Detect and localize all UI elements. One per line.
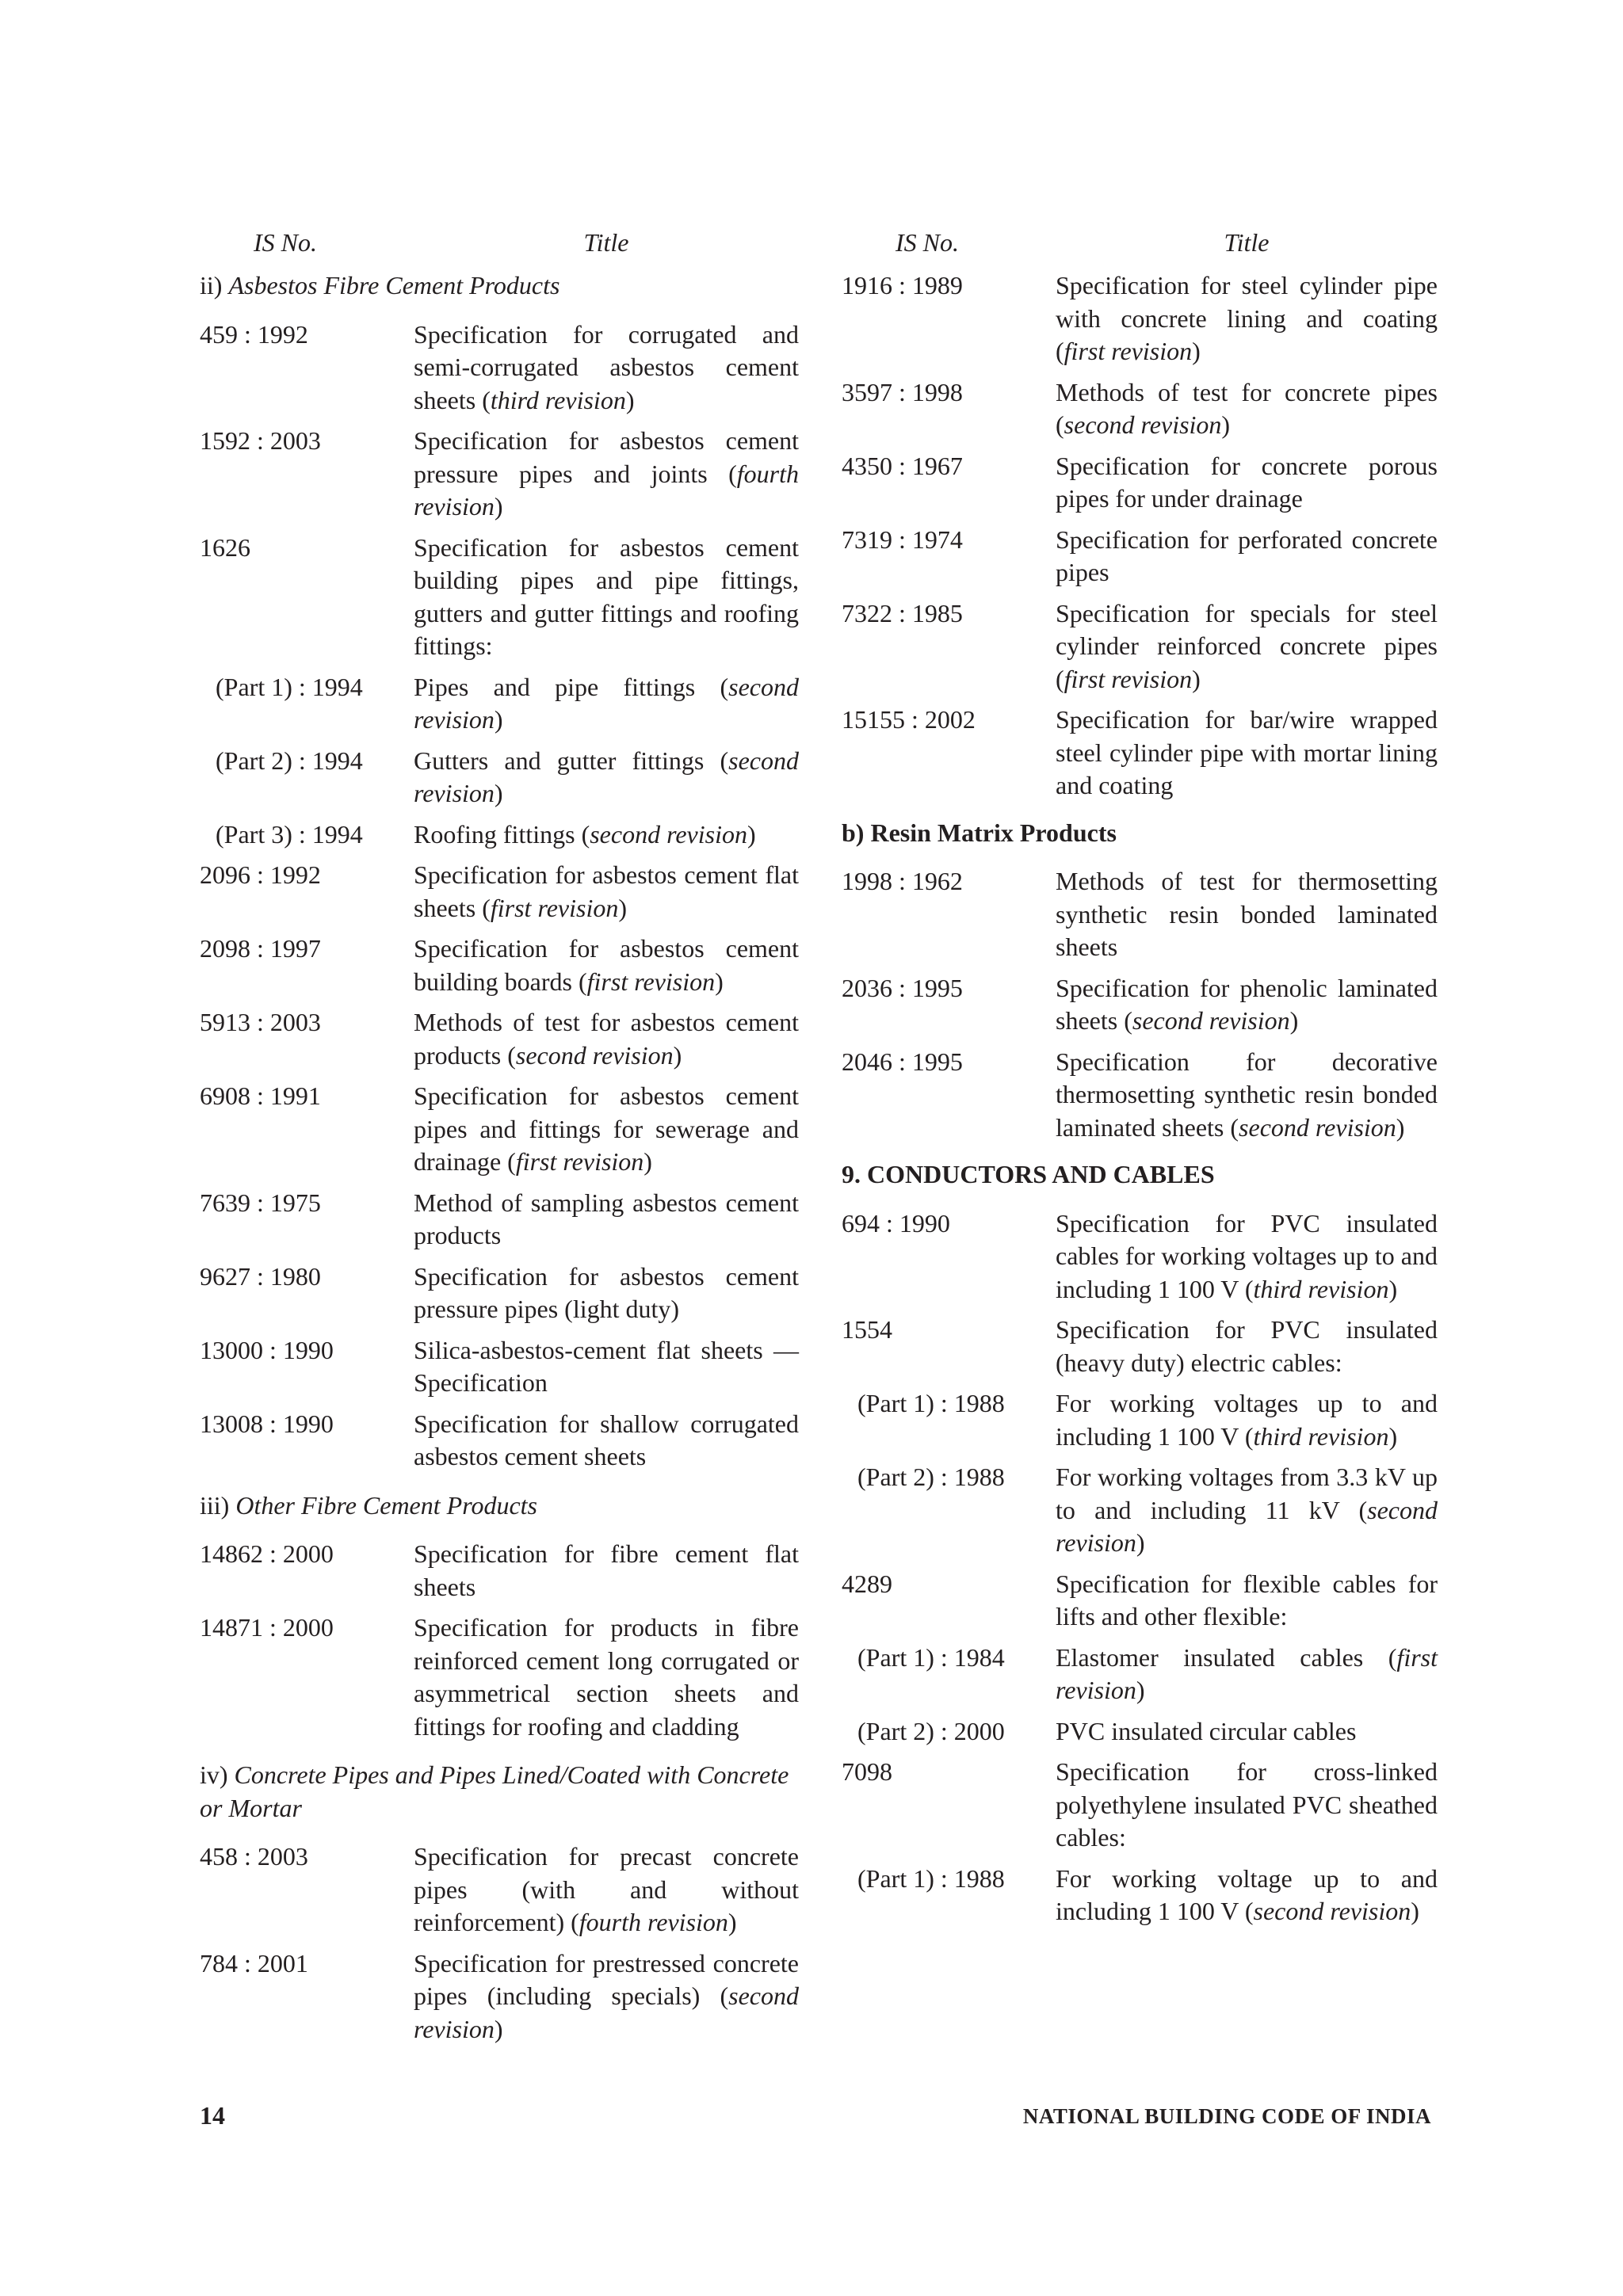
title-text: Specification for shallow corrugated asbestos cement sheets xyxy=(414,1409,799,1470)
standard-entry xyxy=(200,1408,799,1474)
title-text: Gutters and gutter fittings ( xyxy=(414,746,729,775)
title-close: ) xyxy=(1388,1274,1398,1303)
standard-entry xyxy=(842,1715,1438,1749)
header-title: Title xyxy=(583,228,629,257)
is-number: 6908 : 1991 xyxy=(200,1081,321,1110)
revision-note: first revision xyxy=(490,893,619,922)
is-number: 784 : 2001 xyxy=(200,1948,308,1978)
title-close: ) xyxy=(673,1040,682,1070)
is-number: 2036 : 1995 xyxy=(842,973,963,1002)
standard-entry xyxy=(842,865,1438,964)
is-number: 14871 : 2000 xyxy=(200,1613,334,1642)
entry-list xyxy=(842,269,1438,803)
standard-entry xyxy=(842,704,1438,803)
revision-note: third revision xyxy=(1253,1421,1389,1451)
standard-title xyxy=(1056,269,1438,368)
standard-entry xyxy=(842,1863,1438,1928)
standard-title xyxy=(414,1408,799,1474)
standard-title xyxy=(414,1840,799,1939)
title-text: Specification for perforated concrete pipes xyxy=(1056,524,1438,586)
title-close: ) xyxy=(1388,1421,1398,1451)
standard-entry xyxy=(842,597,1438,696)
standard-title xyxy=(414,425,799,524)
title-close: ) xyxy=(1396,1112,1405,1142)
standard-title xyxy=(414,671,799,737)
is-number: 7639 : 1975 xyxy=(200,1188,321,1217)
header-is-no: IS No. xyxy=(896,228,959,257)
is-number: (Part 1) : 1984 xyxy=(857,1642,1005,1672)
revision-note: second revision xyxy=(414,746,799,807)
standard-entry xyxy=(200,425,799,524)
standard-entry xyxy=(200,1080,799,1179)
revision-note: second revision xyxy=(414,1981,799,2043)
is-number: 1592 : 2003 xyxy=(200,426,321,455)
standard-entry xyxy=(200,1538,799,1604)
revision-note: third revision xyxy=(490,385,626,414)
title-text: Methods of test for thermosetting synthetic resin bonded laminated sheets xyxy=(1056,867,1438,961)
standard-entry xyxy=(842,1461,1438,1560)
revision-note: third revision xyxy=(1253,1274,1389,1303)
title-text: Specification for asbestos cement pressure pipes and joints ( xyxy=(414,426,799,488)
standard-title xyxy=(414,532,799,663)
standard-entry xyxy=(842,1046,1438,1145)
standard-entry xyxy=(200,745,799,810)
revision-note: second revision xyxy=(590,819,747,849)
standard-entry xyxy=(842,1207,1438,1306)
is-number: (Part 2) : 2000 xyxy=(857,1716,1005,1745)
standard-entry xyxy=(200,818,799,852)
standard-title xyxy=(1056,1046,1438,1145)
is-number: 14862 : 2000 xyxy=(200,1539,334,1568)
is-number: (Part 1) : 1994 xyxy=(216,672,363,701)
standard-entry xyxy=(842,1756,1438,1855)
title-text: Specification for bar/wire wrapped steel cylinder pipe with mortar lining and coating xyxy=(1056,705,1438,799)
revision-note: second revision xyxy=(414,672,799,734)
title-text: For working voltages from 3.3 kV up to and including 11 kV ( xyxy=(1056,1463,1438,1524)
standard-title xyxy=(1056,1756,1438,1855)
column-header xyxy=(842,228,1438,263)
standard-entry xyxy=(200,1840,799,1939)
standard-title xyxy=(1056,704,1438,803)
is-number: (Part 2) : 1988 xyxy=(857,1463,1005,1491)
is-number: (Part 1) : 1988 xyxy=(857,1863,1005,1893)
standard-title xyxy=(414,1080,799,1179)
standard-entry xyxy=(200,1334,799,1400)
is-number: 2096 : 1992 xyxy=(200,860,321,889)
standard-entry xyxy=(200,933,799,998)
is-number: 1626 xyxy=(200,532,250,562)
section-heading xyxy=(200,269,799,303)
title-text: Specification for precast concrete pipes (with and without reinforcement) ( xyxy=(414,1842,799,1936)
title-text: Method of sampling asbestos cement products xyxy=(414,1188,799,1249)
title-text: Specification for flexible cables for lifts and other flexible: xyxy=(1056,1569,1438,1630)
standard-entry xyxy=(200,1947,799,2046)
section-text: Other Fibre Cement Products xyxy=(235,1490,537,1520)
revision-note: first revision xyxy=(1064,337,1193,365)
title-text: Specification for phenolic laminated sheets ( xyxy=(1056,973,1438,1035)
title-text: Specification for PVC insulated cables for working voltages up to and including 1 100 V ( xyxy=(1056,1208,1438,1303)
standard-title xyxy=(414,859,799,925)
title-text: PVC insulated circular cables xyxy=(1056,1716,1357,1745)
standard-entry xyxy=(842,269,1438,368)
standard-title xyxy=(1056,597,1438,696)
revision-note: second revision xyxy=(1064,410,1222,439)
revision-note: fourth revision xyxy=(579,1908,728,1936)
standard-entry xyxy=(200,318,799,418)
standard-entry xyxy=(200,1187,799,1253)
is-number: 459 : 1992 xyxy=(200,319,308,349)
revision-note: first revision xyxy=(1056,1642,1438,1704)
standard-title xyxy=(414,1006,799,1072)
standard-title xyxy=(1056,1568,1438,1634)
revision-note: first revision xyxy=(586,967,716,996)
title-text: Specification for steel cylinder pipe with concrete lining and coating ( xyxy=(1056,271,1438,365)
subsection-heading: b) Resin Matrix Products xyxy=(842,818,1117,847)
title-text: Elastomer insulated cables ( xyxy=(1056,1642,1397,1672)
standard-title xyxy=(1056,1387,1438,1453)
standard-entry xyxy=(200,1261,799,1326)
title-close: ) xyxy=(494,2014,503,2043)
standard-entry xyxy=(200,859,799,925)
header-is-no: IS No. xyxy=(254,228,317,257)
title-text: For working voltage up to and including 1 100 V ( xyxy=(1056,1863,1438,1925)
title-text: Specification for specials for steel cylinder reinforced concrete pipes ( xyxy=(1056,598,1438,693)
is-number: 4289 xyxy=(842,1569,892,1598)
standard-entry xyxy=(842,972,1438,1038)
title-text: Specification for prestressed concrete pipes (including specials) ( xyxy=(414,1948,799,2010)
title-text: Specification for PVC insulated (heavy duty) electric cables: xyxy=(1056,1315,1438,1377)
entry-list xyxy=(200,1840,799,2046)
standard-entry xyxy=(842,450,1438,516)
title-close: ) xyxy=(1411,1897,1419,1925)
standard-entry xyxy=(842,1642,1438,1707)
entry-list xyxy=(842,1207,1438,1928)
title-close: ) xyxy=(1192,337,1201,365)
is-number: 7319 : 1974 xyxy=(842,524,963,554)
standard-title xyxy=(1056,1715,1438,1749)
standard-title xyxy=(1056,376,1438,442)
is-number: 1554 xyxy=(842,1315,892,1344)
standard-title xyxy=(1056,1207,1438,1306)
revision-note: second revision xyxy=(1239,1112,1396,1142)
is-number: 4350 : 1967 xyxy=(842,451,963,480)
is-number: 7098 xyxy=(842,1757,892,1786)
column-header xyxy=(200,228,799,263)
section-heading xyxy=(200,1759,799,1825)
standard-title xyxy=(414,933,799,998)
title-close: ) xyxy=(625,385,635,414)
section-text: Asbestos Fibre Cement Products xyxy=(228,271,560,299)
section-label: iv) xyxy=(200,1760,228,1789)
title-text: Specification for corrugated and semi-corrugated asbestos cement sheets ( xyxy=(414,319,799,414)
is-number: 694 : 1990 xyxy=(842,1208,950,1238)
standard-title xyxy=(1056,1314,1438,1379)
standard-title xyxy=(414,818,799,852)
title-close: ) xyxy=(643,1147,652,1176)
standard-title xyxy=(1056,972,1438,1038)
title-close: ) xyxy=(494,705,503,734)
title-text: Silica-asbestos-cement flat sheets — Specification xyxy=(414,1335,799,1397)
title-text: Specification for concrete porous pipes for under drainage xyxy=(1056,451,1438,513)
is-number: (Part 2) : 1994 xyxy=(216,746,363,775)
title-text: Pipes and pipe fittings ( xyxy=(414,672,729,701)
page-number: 14 xyxy=(200,2101,225,2130)
is-number: 2046 : 1995 xyxy=(842,1047,963,1076)
title-close: ) xyxy=(618,893,627,922)
right-column xyxy=(842,228,1438,1936)
standard-title xyxy=(1056,1642,1438,1707)
section-heading: 9. CONDUCTORS AND CABLES xyxy=(842,1160,1215,1188)
title-text: Specification for asbestos cement building boards ( xyxy=(414,934,799,996)
header-title: Title xyxy=(1224,228,1270,257)
title-text: Specification for asbestos cement pipes and fittings for sewerage and drainage ( xyxy=(414,1081,799,1176)
title-text: Roofing fittings ( xyxy=(414,819,590,849)
title-close: ) xyxy=(727,1908,737,1936)
standard-title xyxy=(1056,524,1438,589)
book-title: NATIONAL BUILDING CODE OF INDIA xyxy=(1022,2104,1431,2128)
standard-title xyxy=(414,1538,799,1604)
title-close: ) xyxy=(715,967,724,996)
title-close: ) xyxy=(1136,1676,1145,1704)
left-column xyxy=(200,228,799,2054)
standard-entry xyxy=(200,532,799,663)
entry-list xyxy=(842,865,1438,1144)
title-close: ) xyxy=(1221,410,1231,439)
standard-title xyxy=(414,318,799,418)
is-number: 15155 : 2002 xyxy=(842,705,976,734)
is-number: (Part 1) : 1988 xyxy=(857,1389,1005,1417)
is-number: 458 : 2003 xyxy=(200,1842,308,1871)
is-number: 5913 : 2003 xyxy=(200,1008,321,1036)
title-text: Specification for cross-linked polyethylene insulated PVC sheathed cables: xyxy=(1056,1757,1438,1852)
standard-entry xyxy=(842,524,1438,589)
entry-list xyxy=(200,1538,799,1743)
standard-entry xyxy=(842,1568,1438,1634)
title-text: Specification for decorative thermosetting synthetic resin bonded laminated sheets ( xyxy=(1056,1047,1438,1142)
standard-entry xyxy=(200,671,799,737)
standard-title xyxy=(414,1261,799,1326)
is-number: 13008 : 1990 xyxy=(200,1409,334,1438)
standard-title xyxy=(1056,865,1438,964)
entry-list xyxy=(200,318,799,1474)
revision-note: first revision xyxy=(515,1147,644,1176)
standard-title xyxy=(1056,1461,1438,1560)
is-number: 1916 : 1989 xyxy=(842,271,963,299)
is-number: 2098 : 1997 xyxy=(200,934,321,963)
standard-entry xyxy=(842,376,1438,442)
revision-note: first revision xyxy=(1064,664,1193,693)
is-number: 3597 : 1998 xyxy=(842,377,963,406)
revision-note: fourth revision xyxy=(414,459,799,521)
section-label: iii) xyxy=(200,1490,230,1520)
title-text: Specification for asbestos cement building pipes and pipe fittings, gutters and gutter fittings and roofing fittings: xyxy=(414,532,799,660)
title-close: ) xyxy=(494,779,503,807)
standard-title xyxy=(414,745,799,810)
standard-entry xyxy=(200,1006,799,1072)
is-number: 13000 : 1990 xyxy=(200,1335,334,1364)
standard-entry xyxy=(842,1314,1438,1379)
title-close: ) xyxy=(747,819,756,849)
is-number: 9627 : 1980 xyxy=(200,1261,321,1291)
revision-note: second revision xyxy=(1056,1495,1438,1557)
title-text: Methods of test for concrete pipes ( xyxy=(1056,377,1438,439)
title-close: ) xyxy=(1192,664,1201,693)
standard-title xyxy=(1056,450,1438,516)
is-number: (Part 3) : 1994 xyxy=(216,819,363,849)
revision-note: second revision xyxy=(515,1040,674,1070)
section-text: Concrete Pipes and Pipes Lined/Coated with Concrete or Mortar xyxy=(200,1760,789,1822)
revision-note: second revision xyxy=(1253,1897,1411,1925)
title-text: Specification for products in fibre reinforced cement long corrugated or asymmetrical section sheets and fittings for roofing and cladding xyxy=(414,1613,799,1741)
title-close: ) xyxy=(494,492,503,521)
title-text: Specification for fibre cement flat sheets xyxy=(414,1539,799,1601)
title-text: Specification for asbestos cement flat sheets ( xyxy=(414,860,799,922)
standard-title xyxy=(414,1187,799,1253)
section-heading xyxy=(200,1489,799,1523)
standard-entry xyxy=(200,1611,799,1743)
standard-entry xyxy=(842,1387,1438,1453)
standard-title xyxy=(414,1947,799,2046)
title-text: Methods of test for asbestos cement products ( xyxy=(414,1008,799,1070)
revision-note: second revision xyxy=(1132,1006,1290,1035)
is-number: 1998 : 1962 xyxy=(842,867,963,895)
title-text: For working voltages up to and including 1 100 V ( xyxy=(1056,1389,1438,1451)
is-number: 7322 : 1985 xyxy=(842,598,963,627)
title-text: Specification for asbestos cement pressure pipes (light duty) xyxy=(414,1261,799,1323)
section-label: ii) xyxy=(200,271,223,299)
standard-title xyxy=(414,1334,799,1400)
title-close: ) xyxy=(1136,1528,1145,1557)
title-close: ) xyxy=(1289,1006,1299,1035)
standard-title xyxy=(1056,1863,1438,1928)
standard-title xyxy=(414,1611,799,1743)
